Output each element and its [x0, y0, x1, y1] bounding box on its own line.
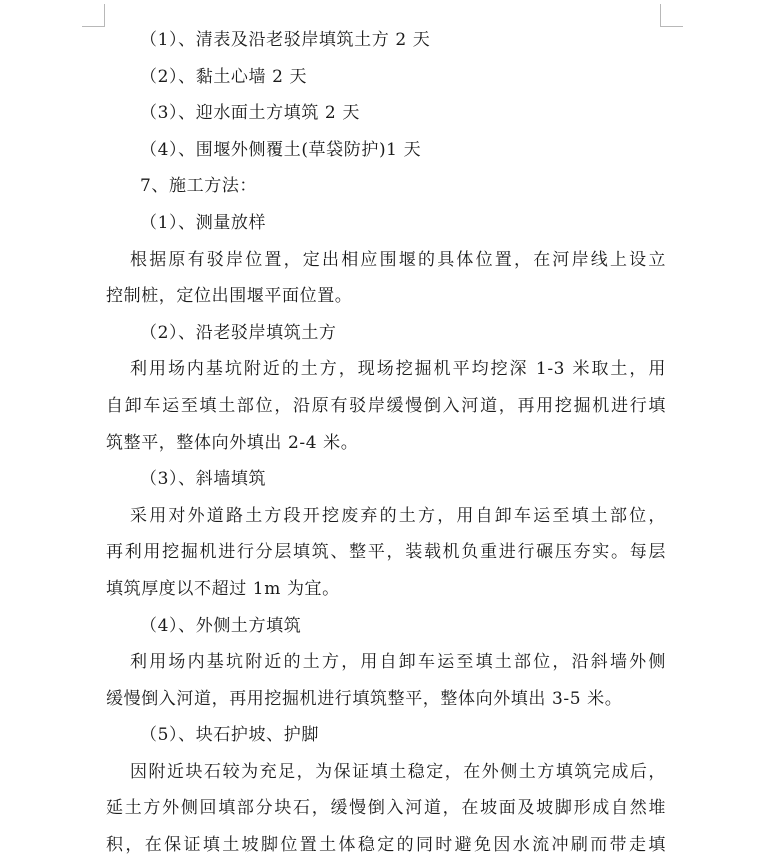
paragraph-line: 控制桩，定位出围堰平面位置。: [106, 286, 353, 307]
subsection-heading: （5）、块石护坡、护脚: [140, 725, 319, 746]
paragraph-line: 根据原有驳岸位置，定出相应围堰的具体位置，在河岸线上设立: [130, 249, 666, 270]
paragraph-line: 填筑厚度以不超过 1m 为宜。: [106, 578, 340, 599]
subsection-heading: （2）、沿老驳岸填筑土方: [140, 322, 337, 343]
section-heading: 7、施工方法：: [140, 176, 258, 197]
document-body[interactable]: [106, 22, 666, 864]
paragraph-line: 利用场内基坑附近的土方，用自卸车运至填土部位，沿斜墙外侧: [130, 652, 666, 673]
paragraph-line: 因附近块石较为充足，为保证填土稳定，在外侧土方填筑完成后，: [130, 761, 666, 782]
paragraph-line: 缓慢倒入河道，再用挖掘机进行填筑整平，整体向外填出 3-5 米。: [106, 688, 623, 709]
paragraph-line: 延土方外侧回填部分块石，缓慢倒入河道，在坡面及坡脚形成自然堆: [106, 798, 666, 819]
subsection-heading: （1）、测量放样: [140, 212, 267, 233]
subsection-heading: （3）、斜墙填筑: [140, 469, 267, 490]
list-item: （3）、迎水面土方填筑 2 天: [140, 103, 360, 124]
paragraph-line: 自卸车运至填土部位，沿原有驳岸缓慢倒入河道，再用挖掘机进行填: [106, 395, 666, 416]
list-item: （1）、清表及沿老驳岸填筑土方 2 天: [140, 30, 431, 50]
paragraph-line: 筑整平，整体向外填出 2-4 米。: [106, 432, 359, 453]
list-item: （2）、黏土心墙 2 天: [140, 66, 308, 87]
subsection-heading: （4）、外侧土方填筑: [140, 615, 302, 636]
paragraph-line: 积，在保证填土坡脚位置土体稳定的同时避免因水流冲刷而带走填: [106, 835, 666, 856]
paragraph-line: 采用对外道路土方段开挖废弃的土方，用自卸车运至填土部位，: [130, 505, 666, 526]
list-item: （4）、围堰外侧覆土(草袋防护)1 天: [140, 139, 422, 160]
margin-corner-mark-left: [82, 4, 105, 27]
paragraph-line: 利用场内基坑附近的土方，现场挖掘机平均挖深 1-3 米取土，用: [130, 359, 666, 380]
paragraph-line: 再利用挖掘机进行分层填筑、整平，装载机负重进行碾压夯实。每层: [106, 542, 666, 563]
